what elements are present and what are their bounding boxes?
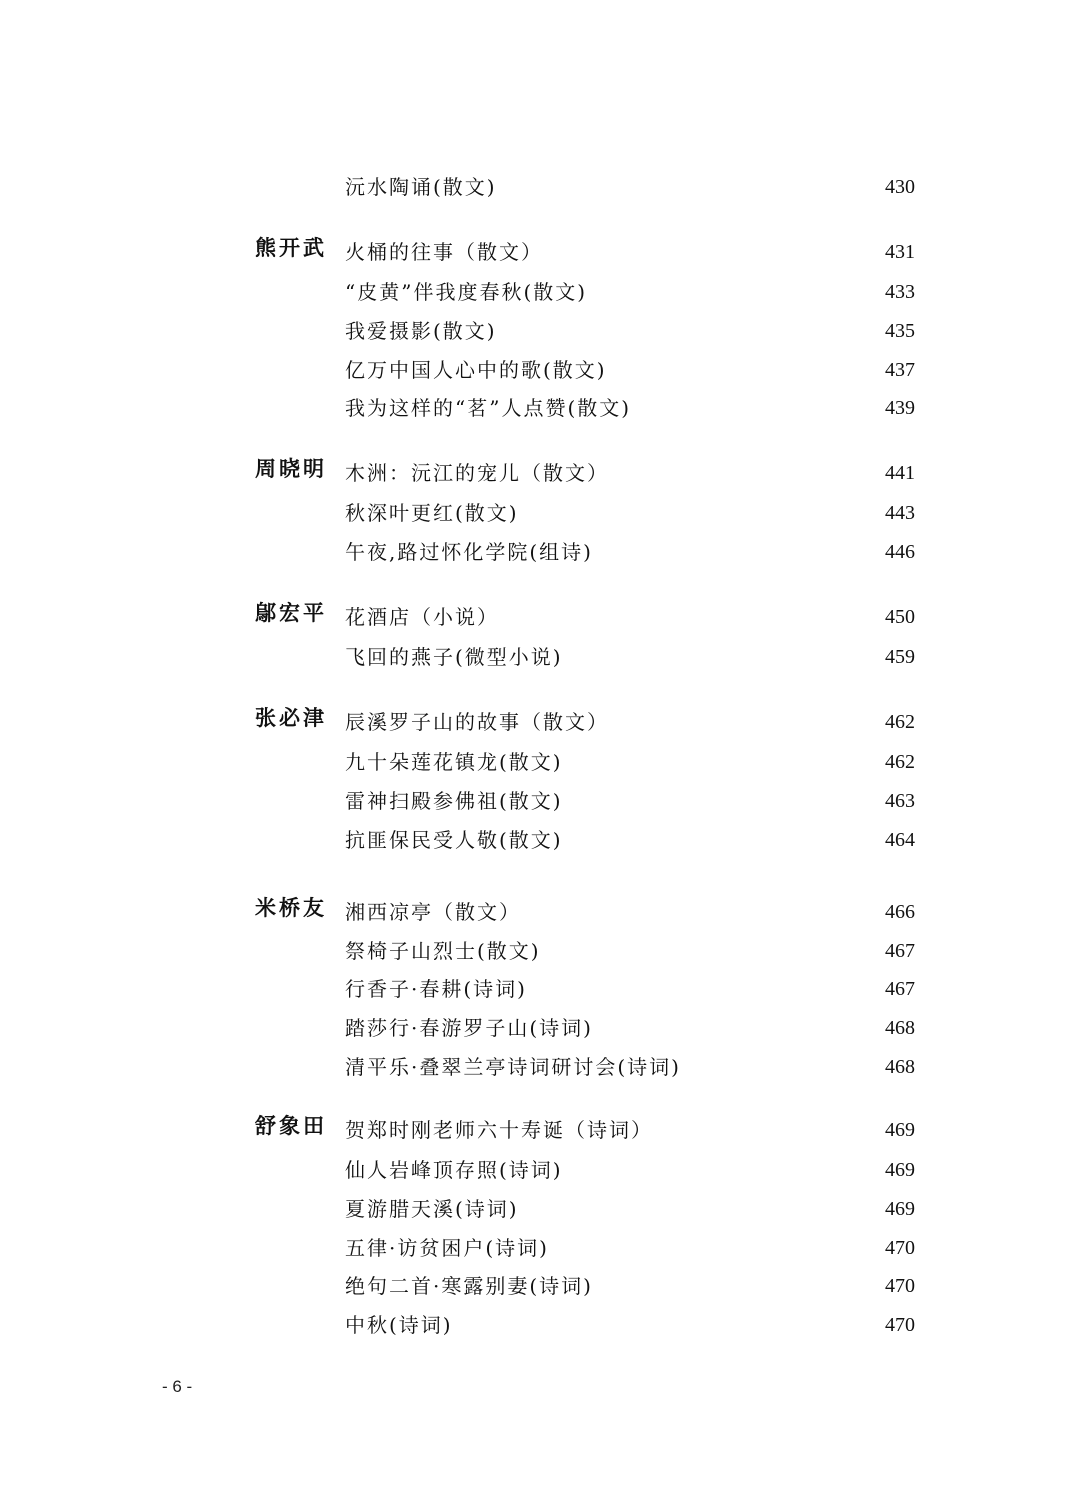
- toc-entry[interactable]: [345, 353, 915, 383]
- dot-leader: [457, 1312, 883, 1338]
- dot-leader: [525, 899, 883, 925]
- entry-title: 五律·访贫困户(诗词): [345, 1236, 549, 1260]
- dot-leader: [503, 604, 883, 630]
- entry-page: 469: [885, 1119, 915, 1141]
- entry-title: 抗匪保民受人敬(散文): [345, 828, 563, 852]
- author-name: 张必津: [255, 706, 327, 730]
- author-name: 周晓明: [255, 457, 327, 481]
- entry-title: 夏游腊天溪(诗词): [345, 1197, 519, 1221]
- entry-page: 466: [885, 901, 915, 923]
- entry-page: 468: [885, 1017, 915, 1039]
- author-name: 舒象田: [255, 1114, 327, 1138]
- entry-page: 467: [885, 940, 915, 962]
- toc-entry[interactable]: [345, 1050, 915, 1080]
- entry-page: 450: [885, 606, 915, 628]
- entry-page: 462: [885, 711, 915, 733]
- dot-leader: [547, 239, 883, 265]
- entry-page: 463: [885, 790, 915, 812]
- toc-entry[interactable]: [345, 170, 915, 200]
- dot-leader: [523, 500, 883, 526]
- dot-leader: [531, 976, 883, 1002]
- entry-title: 绝句二首·寒露别妻(诗词): [345, 1274, 593, 1298]
- dot-leader: [597, 1015, 883, 1041]
- dot-leader: [567, 749, 883, 775]
- entry-title: 九十朵莲花镇龙(散文): [345, 750, 563, 774]
- dot-leader: [567, 788, 883, 814]
- dot-leader: [611, 357, 883, 383]
- entry-page: 431: [885, 241, 915, 263]
- dot-leader: [523, 1196, 883, 1222]
- entry-page: 446: [885, 541, 915, 563]
- entry-page: 470: [885, 1237, 915, 1259]
- entry-page: 469: [885, 1159, 915, 1181]
- toc-entry[interactable]: [345, 391, 915, 421]
- entry-page: 439: [885, 397, 915, 419]
- entry-page: 462: [885, 751, 915, 773]
- entry-page: 441: [885, 462, 915, 484]
- entry-title: 踏莎行·春游罗子山(诗词): [345, 1016, 593, 1040]
- dot-leader: [553, 1235, 883, 1261]
- entry-title: 清平乐·叠翠兰亭诗词研讨会(诗词): [345, 1055, 681, 1079]
- entry-title: 贺郑时刚老师六十寿诞（诗词）: [345, 1118, 653, 1142]
- author-name: 熊开武: [255, 236, 327, 260]
- toc-entry[interactable]: [345, 314, 915, 344]
- entry-title: 湘西凉亭（散文）: [345, 900, 521, 924]
- entry-title: 花酒店（小说）: [345, 605, 499, 629]
- entry-title: 中秋(诗词): [345, 1313, 453, 1337]
- entry-page: 470: [885, 1275, 915, 1297]
- entry-page: 470: [885, 1314, 915, 1336]
- toc-entry[interactable]: [345, 1308, 915, 1338]
- entry-page: 430: [885, 176, 915, 198]
- dot-leader: [685, 1054, 883, 1080]
- toc-entry[interactable]: [345, 1269, 915, 1299]
- dot-leader: [591, 279, 883, 305]
- toc-entry[interactable]: [345, 275, 915, 305]
- entry-title: 火桶的往事（散文）: [345, 240, 543, 264]
- toc-entry[interactable]: [345, 600, 915, 630]
- toc-entry[interactable]: [345, 823, 915, 853]
- entry-page: 443: [885, 502, 915, 524]
- dot-leader: [613, 709, 883, 735]
- toc-entry[interactable]: [345, 640, 915, 670]
- dot-leader: [567, 644, 883, 670]
- entry-title: 祭椅子山烈士(散文): [345, 939, 541, 963]
- entry-page: 433: [885, 281, 915, 303]
- entry-page: 469: [885, 1198, 915, 1220]
- toc-entry[interactable]: [345, 784, 915, 814]
- entry-page: 468: [885, 1056, 915, 1078]
- entry-page: 437: [885, 359, 915, 381]
- dot-leader: [567, 827, 883, 853]
- dot-leader: [501, 318, 883, 344]
- entry-title: 木洲：沅江的宠儿（散文）: [345, 461, 609, 485]
- toc-entry[interactable]: [345, 1231, 915, 1261]
- toc-entry[interactable]: [345, 496, 915, 526]
- toc-entry[interactable]: [345, 895, 915, 925]
- toc-entry[interactable]: [345, 705, 915, 735]
- entry-title: “皮黄”伴我度春秋(散文): [345, 280, 588, 304]
- toc-entry[interactable]: [345, 1113, 915, 1143]
- page-number: - 6 -: [162, 1377, 193, 1396]
- entry-title: 我为这样的“茗”人点赞(散文): [345, 396, 632, 420]
- author-name: 鄔宏平: [255, 601, 327, 625]
- dot-leader: [657, 1117, 883, 1143]
- toc-entry[interactable]: [345, 535, 915, 565]
- toc-entry[interactable]: [345, 235, 915, 265]
- entry-title: 亿万中国人心中的歌(散文): [345, 358, 607, 382]
- author-name: 米桥友: [255, 896, 327, 920]
- toc-entry[interactable]: [345, 934, 915, 964]
- toc-entry[interactable]: [345, 972, 915, 1002]
- entry-title: 雷神扫殿参佛祖(散文): [345, 789, 563, 813]
- entry-title: 飞回的燕子(微型小说): [345, 645, 563, 669]
- toc-entry[interactable]: [345, 1153, 915, 1183]
- entry-page: 467: [885, 978, 915, 1000]
- entry-page: 464: [885, 829, 915, 851]
- entry-page: 435: [885, 320, 915, 342]
- toc-entry[interactable]: [345, 1011, 915, 1041]
- toc-entry[interactable]: [345, 1192, 915, 1222]
- entry-title: 午夜,路过怀化学院(组诗): [345, 540, 593, 564]
- entry-title: 秋深叶更红(散文): [345, 501, 519, 525]
- entry-title: 我爱摄影(散文): [345, 319, 497, 343]
- entry-title: 辰溪罗子山的故事（散文）: [345, 710, 609, 734]
- dot-leader: [567, 1157, 883, 1183]
- dot-leader: [545, 938, 883, 964]
- entry-title: 行香子·春耕(诗词): [345, 977, 527, 1001]
- toc-entry[interactable]: [345, 456, 915, 486]
- dot-leader: [635, 395, 883, 421]
- toc-entry[interactable]: [345, 745, 915, 775]
- entry-title: 仙人岩峰顶存照(诗词): [345, 1158, 563, 1182]
- dot-leader: [501, 174, 883, 200]
- dot-leader: [597, 1273, 883, 1299]
- dot-leader: [613, 460, 883, 486]
- dot-leader: [597, 539, 883, 565]
- entry-page: 459: [885, 646, 915, 668]
- entry-title: 沅水陶诵(散文): [345, 175, 497, 199]
